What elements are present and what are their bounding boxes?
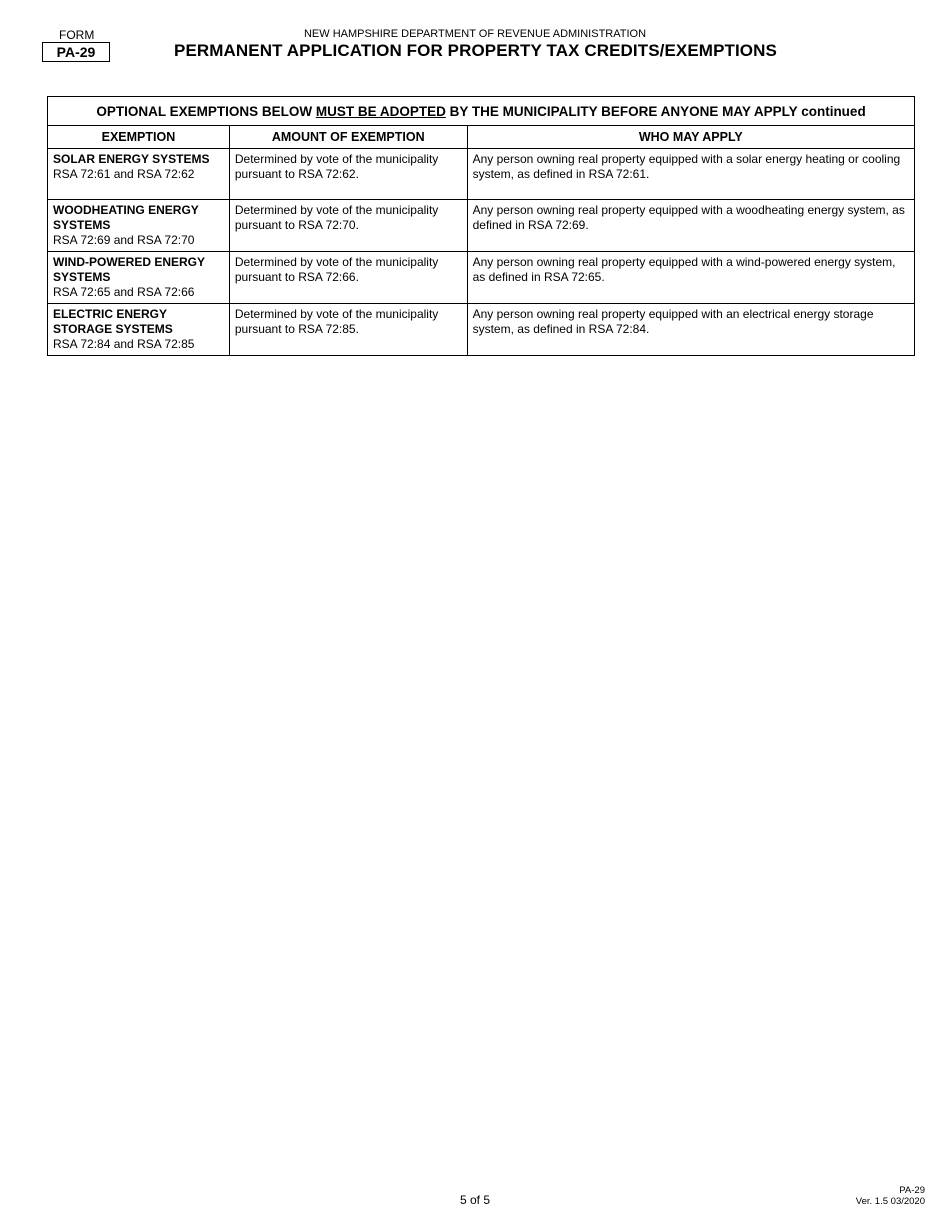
exemptions-table: [47, 96, 915, 356]
exemption-cell: [48, 252, 230, 304]
exemption-rsa: RSA 72:69 and RSA 72:70: [53, 233, 195, 247]
table-row: [48, 304, 915, 356]
department-name: NEW HAMPSHIRE DEPARTMENT OF REVENUE ADMINISTRATION: [303, 28, 647, 40]
amount-cell: Determined by vote of the municipality pursuant to RSA 72:70.: [229, 200, 467, 252]
banner-underlined-text: MUST BE ADOPTED: [315, 104, 446, 119]
exemption-cell: [48, 304, 230, 356]
table-row: [48, 252, 915, 304]
exemption-rsa: RSA 72:65 and RSA 72:66: [53, 285, 195, 299]
who-may-apply-cell: Any person owning real property equipped with a woodheating energy system, as defined in RSA 72:69.: [467, 200, 914, 252]
amount-cell: Determined by vote of the municipality pursuant to RSA 72:66.: [229, 252, 467, 304]
exemption-name: WIND-POWERED ENERGY SYSTEMS: [53, 255, 205, 284]
footer-version: Ver. 1.5 03/2020: [855, 1196, 925, 1207]
amount-cell: Determined by vote of the municipality pursuant to RSA 72:85.: [229, 304, 467, 356]
exemption-name: ELECTRIC ENERGY STORAGE SYSTEMS: [53, 307, 173, 336]
exemption-name: SOLAR ENERGY SYSTEMS: [53, 152, 210, 166]
column-header-who-may-apply: WHO MAY APPLY: [467, 126, 914, 149]
table-row: [48, 200, 915, 252]
exemption-rsa: RSA 72:61 and RSA 72:62: [53, 167, 195, 181]
table-row: [48, 149, 915, 200]
form-number-box: PA-29: [42, 42, 110, 62]
exemption-cell: [48, 149, 230, 200]
column-header-amount: AMOUNT OF EXEMPTION: [229, 126, 467, 149]
exemption-cell: [48, 200, 230, 252]
exemption-name: WOODHEATING ENERGY SYSTEMS: [53, 203, 199, 232]
amount-cell: Determined by vote of the municipality pursuant to RSA 72:62.: [229, 149, 467, 200]
column-header-exemption: EXEMPTION: [48, 126, 230, 149]
page-number: 5 of 5: [459, 1193, 491, 1207]
form-version-block: [856, 1185, 925, 1207]
footer-form-code: PA-29: [899, 1185, 925, 1196]
who-may-apply-cell: Any person owning real property equipped with a solar energy heating or cooling system, as defined in RSA 72:61.: [467, 149, 914, 200]
form-label: FORM: [59, 28, 95, 42]
page-title: PERMANENT APPLICATION FOR PROPERTY TAX CREDITS/EXEMPTIONS: [174, 41, 777, 60]
who-may-apply-cell: Any person owning real property equipped with a wind-powered energy system, as defined in RSA 72:65.: [467, 252, 914, 304]
who-may-apply-cell: Any person owning real property equipped with an electrical energy storage system, as defined in RSA 72:84.: [467, 304, 914, 356]
exemption-rsa: RSA 72:84 and RSA 72:85: [53, 337, 195, 351]
table-banner: OPTIONAL EXEMPTIONS BELOW MUST BE ADOPTED BY THE MUNICIPALITY BEFORE ANYONE MAY APPLY continued: [48, 97, 915, 126]
